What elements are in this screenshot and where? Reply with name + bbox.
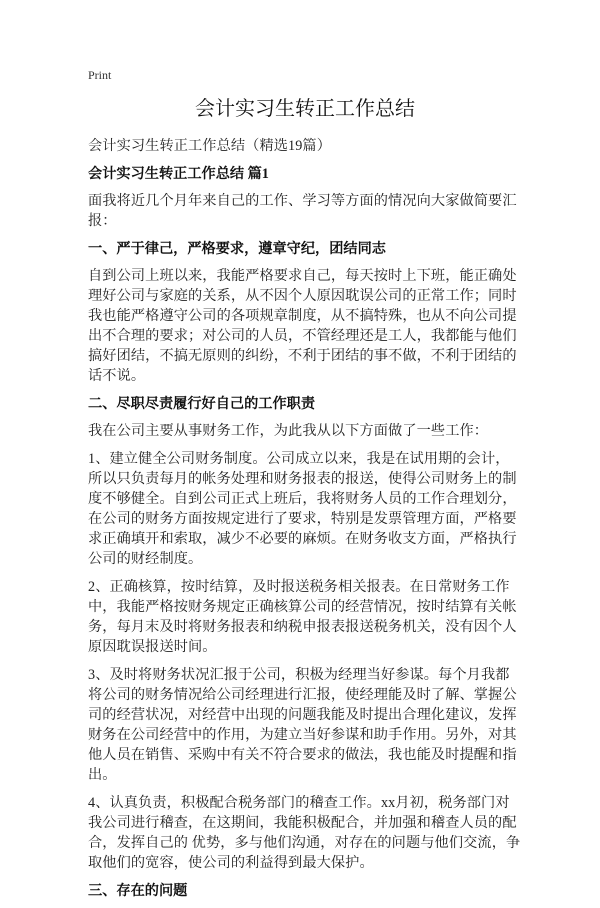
paragraph-1: 自到公司上班以来，我能严格要求自己，每天按时上下班，能正确处理好公司与家庭的关系，从不因个人原因耽误公司的正常工作；同时我也能严格遵守公司的各项规章制度，从不搞特殊，也从不向公司提出不合理的要求；对公司的人员，不管经理还是工人，我都能与他们搞好团结，不搞无原则的纠纷，不利于团结的事不做，不利于团结的话不说。 xyxy=(88,268,517,384)
heading-1: 一、严于律己，严格要求，遵章守纪，团结同志 xyxy=(88,241,386,257)
list-item-4: 4、认真负责，积极配合税务部门的稽查工作。xx月初，税务部门对我公司进行稽查，在这期间，我能积极配合，并加强和稽查人员的配合，发挥自己的 优势，多与他们沟通，对存在的问题与他们交流，争取他们的宽容，使公司的利益得到最大保护。 xyxy=(88,795,521,871)
document-title: 会计实习生转正工作总结 xyxy=(195,98,415,120)
list-item-2: 2、正确核算，按时结算，及时报送税务相关报表。在日常财务工作中，我能严格按财务规定正确核算公司的经营情况，按时结算有关帐务，每月末及时将财务报表和纳税申报表报送税务机关，没有因个人原因耽误报送时间。 xyxy=(88,579,517,655)
list-item-1: 1、建立健全公司财务制度。公司成立以来，我是在试用期的会计，所以只负责每月的帐务处理和财务报表的报送，使得公司财务上的制度不够健全。自到公司正式上班后，我将财务人员的工作合理划分，在公司的财务方面按规定进行了要求，特别是发票管理方面，严格要求正确填开和索取，减少不必要的麻烦。在财务收支方面，严格执行公司的财经制度。 xyxy=(88,451,517,567)
paragraph-2: 我在公司主要从事财务工作，为此我从以下方面做了一些工作： xyxy=(88,423,489,439)
subtitle: 会计实习生转正工作总结（精选19篇） xyxy=(88,138,331,154)
section-heading: 会计实习生转正工作总结 篇1 xyxy=(88,166,269,182)
heading-3: 三、存在的问题 xyxy=(88,883,188,899)
heading-2: 二、尽职尽责履行好自己的工作职责 xyxy=(88,396,316,412)
list-item-3: 3、及时将财务状况汇报于公司，积极为经理当好参谋。每个月我都将公司的财务情况给公司经理进行汇报，使经理能及时了解、掌握公司的经营状况，对经营中出现的问题我能及时提出合理化建议，发挥财务在公司经营中的作用，为建立当好参谋和助手作用。另外，对其他人员在销售、采购中有关不符合要求的做法，我也能及时提醒和指出。 xyxy=(88,667,517,783)
intro-paragraph: 面我将近几个月年来自己的工作、学习等方面的情况向大家做简要汇报： xyxy=(88,193,517,229)
document-page xyxy=(88,66,522,908)
print-label[interactable]: Print xyxy=(88,68,112,82)
